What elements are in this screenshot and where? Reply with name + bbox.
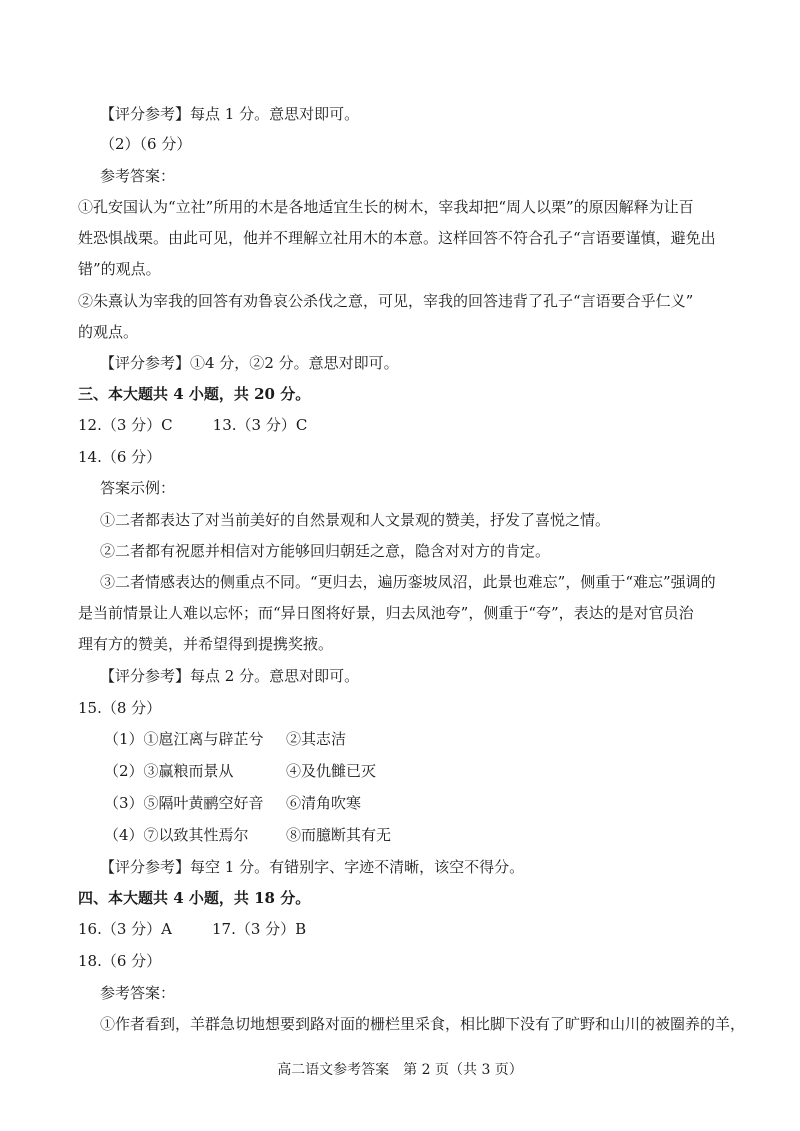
answer-line: 是当前情景让人难以忘怀；而“异日图将好景，归去凤池夸”，侧重于“夸”，表达的是对官员治 (78, 604, 694, 622)
answer-row-12-13 (78, 415, 307, 435)
answer-line: ②二者都有祝愿并相信对方能够回归朝廷之意，隐含对对方的肯定。 (100, 542, 551, 560)
answer-line: ③二者情感表达的侧重点不同。“更归去，遍历銮坡凤沼，此景也难忘”，侧重于“难忘”强调的 (100, 573, 716, 591)
answer-16: 16.（3 分）A (78, 920, 172, 938)
answer-line: 错”的观点。 (78, 260, 161, 278)
fill-blank-row: （4）⑦以致其性焉尔 ⑧而臆断其有无 (104, 826, 392, 844)
fill-blank-row: （3）⑤隔叶黄鹂空好音 ⑥清角吹寒 (104, 794, 362, 812)
answer-13: 13.（3 分）C (212, 416, 308, 434)
section-heading-4: 四、本大题共 4 小题，共 18 分。 (78, 889, 311, 907)
scoring-note: 【评分参考】每点 2 分。意思对即可。 (100, 667, 360, 685)
answer-line: 的观点。 (78, 323, 139, 341)
answer-line: 理有方的赞美，并希望得到提携奖掖。 (78, 635, 334, 653)
question-15-heading: 15.（8 分） (78, 699, 162, 717)
answer-12: 12.（3 分）C (78, 416, 173, 434)
page-footer: 高二语文参考答案 第 2 页（共 3 页） (277, 1062, 523, 1078)
scoring-note: 【评分参考】每点 1 分。意思对即可。 (100, 105, 360, 123)
answer-row-16-17 (78, 919, 306, 939)
section-heading-3: 三、本大题共 4 小题，共 20 分。 (78, 385, 311, 403)
answer-line: 姓恐惧战栗。由此可见，他并不理解立社用木的本意。这样回答不符合孔子“言语要谨慎，避免出 (78, 229, 716, 247)
answer-example-label: 答案示例： (100, 479, 176, 497)
fill-blank-row: （1）①扈江离与辟芷兮 ②其志洁 (104, 730, 347, 748)
fill-blank-row: （2）③赢粮而景从 ④及仇雠已灭 (104, 762, 377, 780)
answer-17: 17.（3 分）B (212, 920, 307, 938)
reference-answer-label: 参考答案： (100, 167, 176, 185)
answer-line: ②朱熹认为宰我的回答有劝鲁哀公杀伐之意，可见，宰我的回答违背了孔子“言语要合乎仁义” (78, 292, 694, 310)
scoring-note: 【评分参考】①4 分，②2 分。意思对即可。 (100, 354, 399, 372)
answer-line: ①作者看到，羊群急切地想要到路对面的栅栏里采食，相比脚下没有了旷野和山川的被圈养的羊， (100, 1015, 746, 1033)
question-18-heading: 18.（6 分） (78, 952, 162, 970)
question-14-heading: 14.（6 分） (78, 448, 162, 466)
scoring-note: 【评分参考】每空 1 分。有错别字、字迹不清晰，该空不得分。 (100, 858, 525, 876)
answer-line: ①孔安国认为“立社”所用的木是各地适宜生长的树木，宰我却把“周人以栗”的原因解释为让百 (78, 198, 694, 216)
answer-line: ①二者都表达了对当前美好的自然景观和人文景观的赞美，抒发了喜悦之情。 (100, 511, 611, 529)
reference-answer-label: 参考答案： (100, 984, 176, 1002)
question-heading: （2）（6 分） (100, 135, 192, 153)
